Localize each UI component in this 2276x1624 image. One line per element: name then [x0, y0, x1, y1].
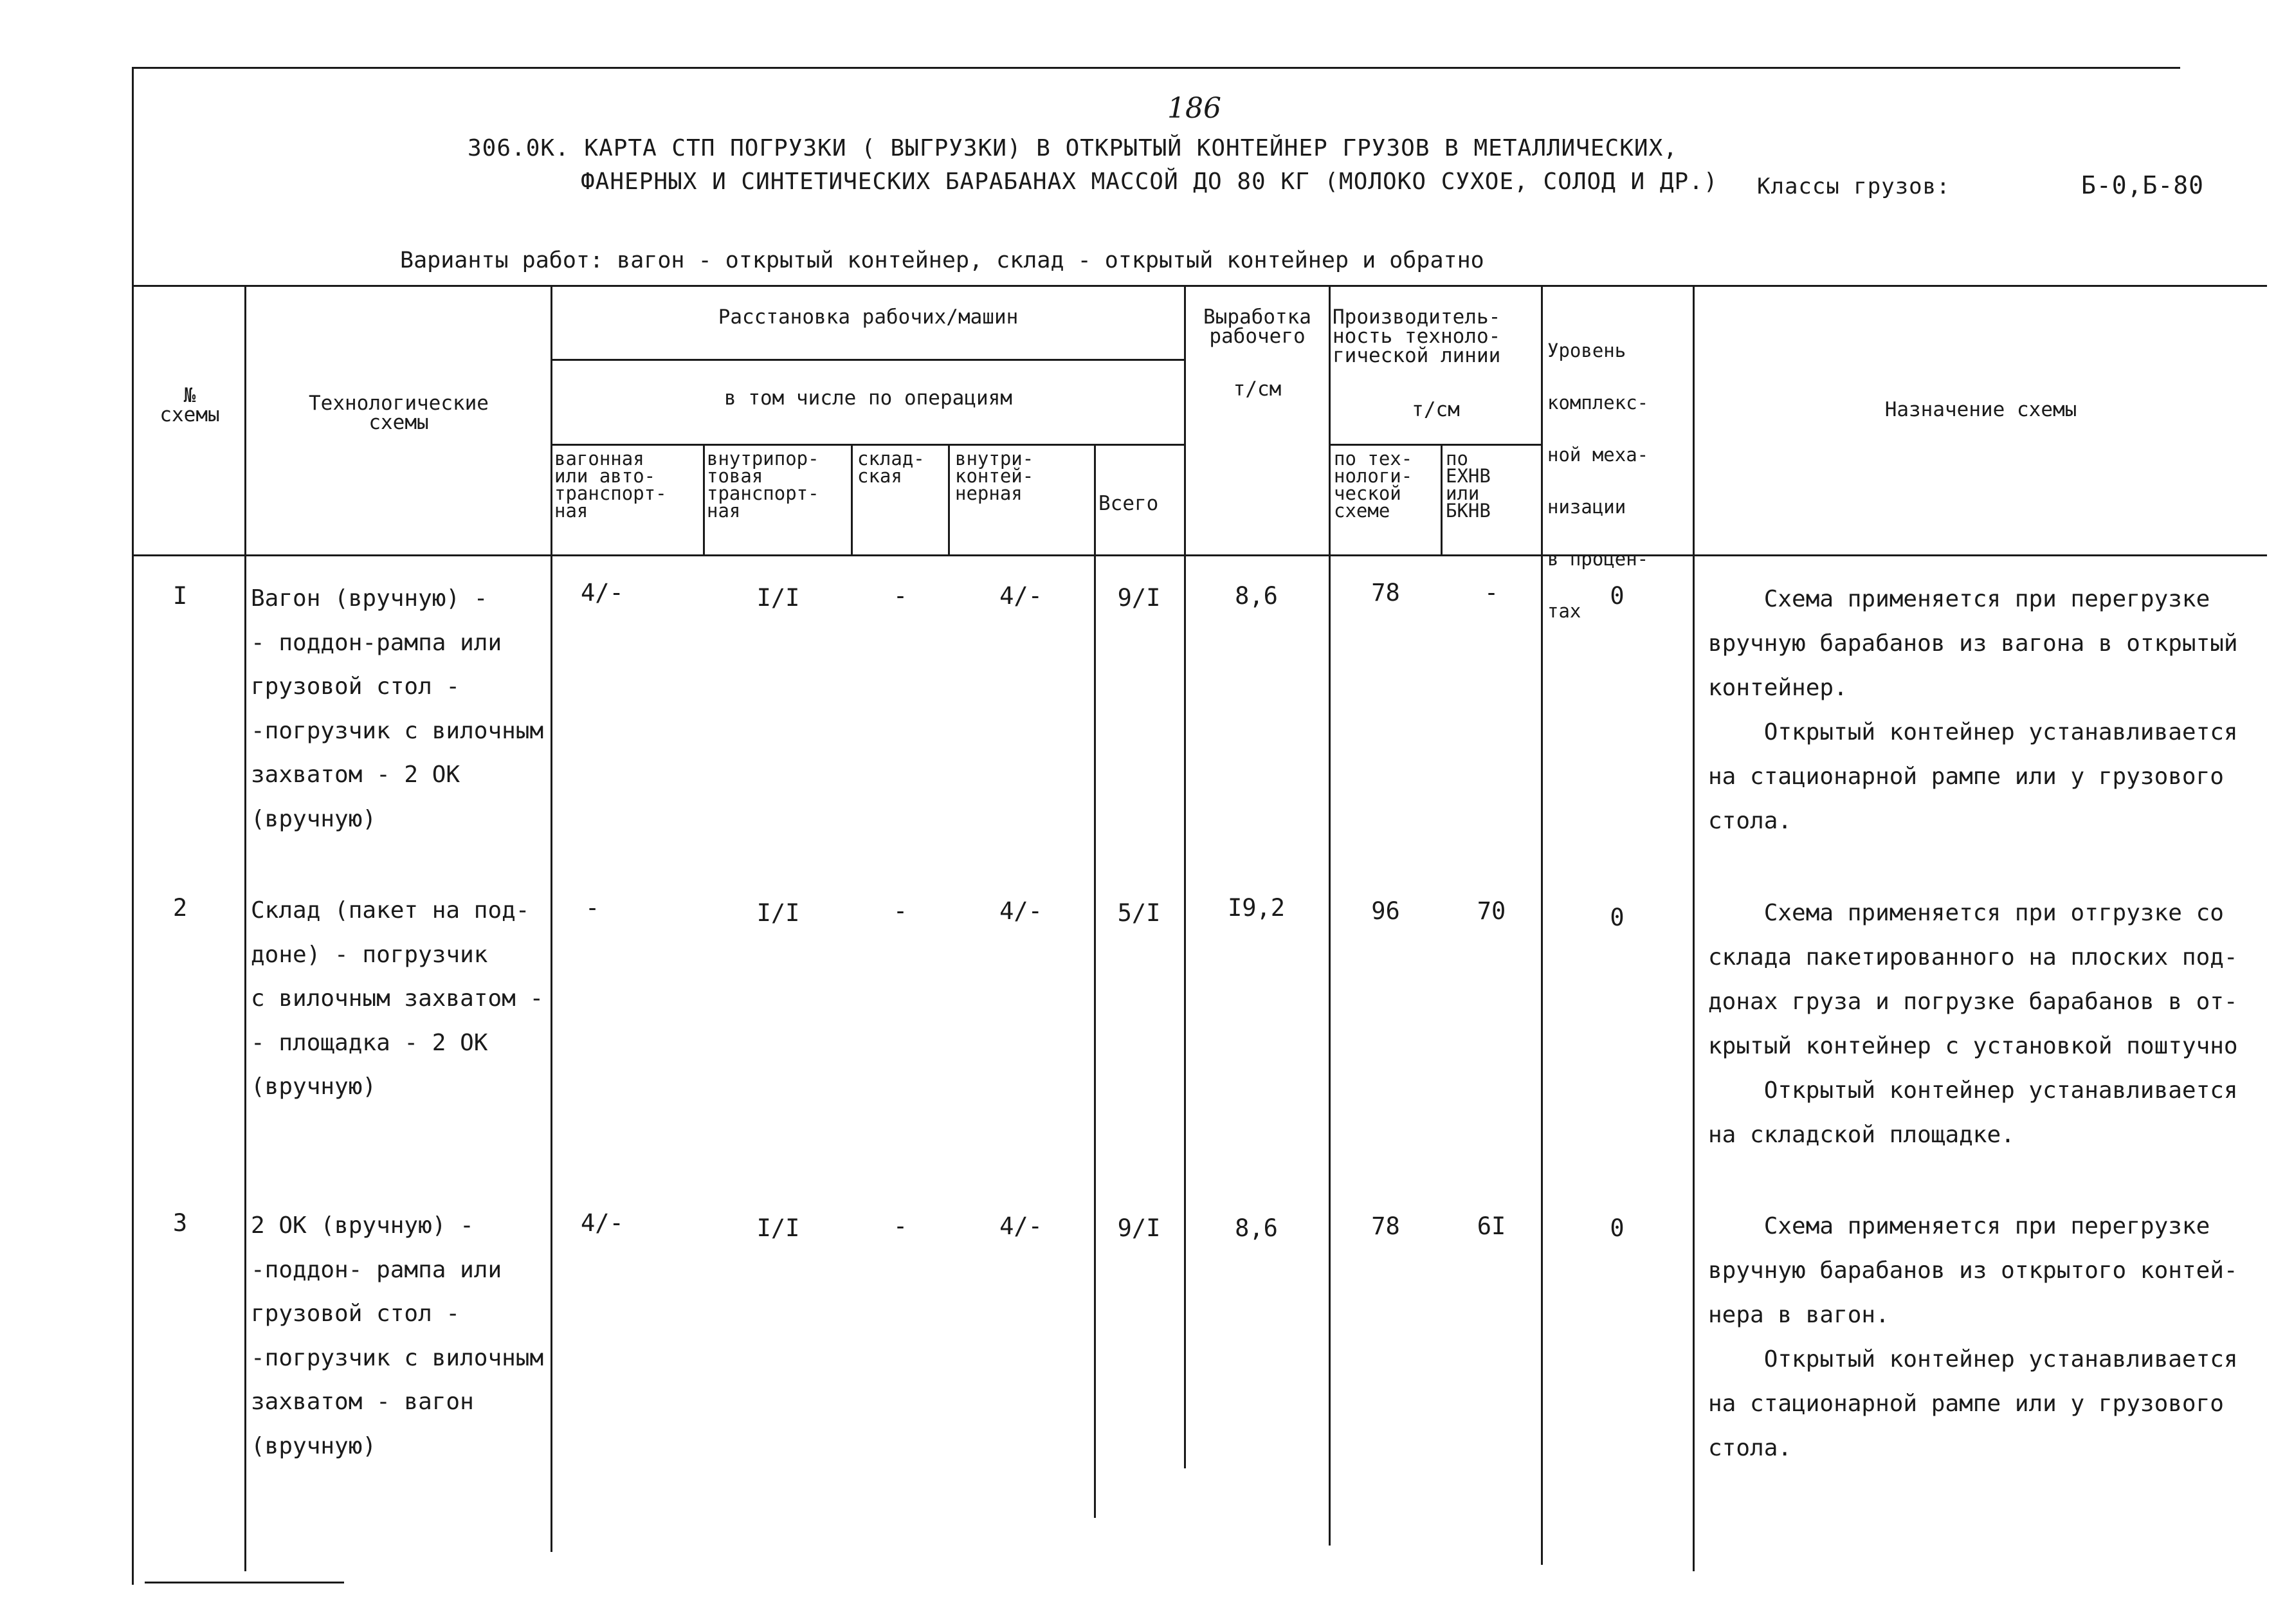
- work-variants: Варианты работ: вагон - открытый контейнер, склад - открытый контейнер и обратно: [400, 248, 1484, 273]
- row-scheme: 2 ОК (вручную) - -поддон- рампа или грузовой стол - -погрузчик с вилочным захватом - вагон (вручную): [251, 1212, 544, 1459]
- header-rule-ops: [552, 444, 1185, 446]
- header-op-warehouse: склад- ская: [857, 448, 925, 487]
- col-rule-4: [851, 444, 853, 554]
- header-output-line-1: Выработка: [1203, 306, 1311, 329]
- col-rule-9: [1441, 444, 1443, 554]
- row-intracontainer: 4/-: [999, 582, 1042, 610]
- row-purpose: Схема применяется при перегрузке вручную барабанов из открытого контей- нера в вагон. Открытый контейнер устанавливается на стационарной рампе или у грузового стола.: [1708, 1213, 2238, 1461]
- header-productivity-line-3: гической линии: [1333, 344, 1501, 367]
- col-rule-7: [1184, 285, 1186, 1468]
- header-tech-scheme: [248, 394, 550, 432]
- header-op-wagon: вагонная или авто- транспорт- ная: [554, 448, 667, 522]
- cargo-class-value: Б-0,Б-80: [2081, 171, 2205, 199]
- header-placement: Расстановка рабочих/машин: [718, 306, 1019, 329]
- title-line-1: 306.0K. КАРТА СТП ПОГРУЗКИ ( ВЫГРУЗКИ) В ОТКРЫТЫЙ КОНТЕЙНЕР ГРУЗОВ В МЕТАЛЛИЧЕСКИХ,: [468, 135, 1678, 161]
- col-rule-1: [244, 285, 246, 1571]
- header-purpose: Назначение схемы: [1884, 398, 2077, 421]
- row-wagon: -: [585, 894, 600, 922]
- header-by-operations: в том числе по операциям: [724, 387, 1012, 410]
- row-total: 5/I: [1117, 899, 1161, 927]
- row-output: 8,6: [1235, 582, 1278, 610]
- row-output: I9,2: [1227, 894, 1286, 922]
- row-intracontainer: 4/-: [999, 897, 1042, 925]
- row-wagon: 4/-: [581, 579, 624, 607]
- table-top-rule: [132, 285, 2267, 287]
- header-bottom-rule: [132, 554, 2267, 556]
- row-intraport: I/I: [756, 899, 800, 927]
- header-tech-scheme-line-1: Технологические: [309, 392, 489, 415]
- row-no: 3: [172, 1209, 188, 1237]
- header-scheme-no-line-2: схемы: [159, 403, 220, 426]
- header-op-intracontainer: внутри- контей- нерная: [955, 448, 1034, 504]
- header-rule-productivity: [1330, 444, 1542, 446]
- header-op-total: Всего: [1098, 492, 1159, 515]
- header-mech-line-6: тах: [1547, 600, 1581, 622]
- col-rule-2: [551, 285, 552, 1552]
- header-output: [1187, 307, 1328, 346]
- header-mech-line-5: в процен-: [1547, 548, 1649, 570]
- header-tech-scheme-line-2: схемы: [369, 411, 429, 434]
- col-rule-8: [1329, 285, 1331, 1546]
- header-output-unit: т/см: [1233, 378, 1282, 401]
- header-scheme-no-line-1: №: [183, 384, 196, 407]
- row-prod-ekhv: 70: [1477, 897, 1506, 925]
- col-rule-6: [1094, 444, 1096, 1518]
- row-purpose: Схема применяется при отгрузке со склада пакетированного на плоских под- донах груза и погрузке барабанов в от- крытый контейнер с установкой поштучно Открытый контейнер устанавливается на складской площадке.: [1708, 900, 2238, 1148]
- row-no: I: [172, 582, 188, 610]
- header-rule-placement: [552, 359, 1185, 361]
- row-prod-tech: 96: [1371, 897, 1400, 925]
- row-scheme: Вагон (вручную) - - поддон-рампа или грузовой стол - -погрузчик с вилочным захватом - 2 ОК (вручную): [251, 585, 544, 832]
- header-op-intraport: внутрипор- товая транспорт- ная: [707, 448, 819, 522]
- row-warehouse: -: [893, 1212, 908, 1240]
- top-rule: [132, 67, 2180, 69]
- header-mech-line-1: Уровень: [1547, 340, 1626, 361]
- header-productivity-unit: т/см: [1412, 398, 1460, 421]
- header-mech-line-4: низации: [1547, 496, 1626, 518]
- row-total: 9/I: [1117, 1214, 1161, 1242]
- row-prod-tech: 78: [1371, 1212, 1400, 1240]
- header-scheme-no: [138, 386, 241, 424]
- header-productivity-line-2: ность техноло-: [1333, 325, 1501, 348]
- header-prod-by-ekhv: по ЕХНВ или БКНВ: [1446, 448, 1491, 522]
- col-rule-11: [1693, 285, 1695, 1571]
- row-output: 8,6: [1235, 1214, 1278, 1242]
- left-frame-rule: [132, 67, 134, 1585]
- row-mech: 0: [1610, 582, 1625, 610]
- row-warehouse: -: [893, 897, 908, 925]
- bottom-left-rule: [145, 1582, 344, 1583]
- page-number: 186: [1167, 92, 1221, 125]
- header-mech-line-2: комплекс-: [1547, 392, 1649, 414]
- row-mech: 0: [1610, 904, 1625, 931]
- row-no: 2: [172, 894, 188, 922]
- row-mech: 0: [1610, 1214, 1625, 1242]
- row-warehouse: -: [893, 582, 908, 610]
- row-prod-tech: 78: [1371, 579, 1400, 607]
- header-productivity: [1333, 307, 1500, 365]
- row-intracontainer: 4/-: [999, 1212, 1042, 1240]
- header-prod-by-tech: по тех- нологи- ческой схеме: [1334, 448, 1413, 522]
- cargo-class-label: Классы грузов:: [1757, 174, 1951, 199]
- row-intraport: I/I: [756, 1214, 800, 1242]
- row-total: 9/I: [1117, 584, 1161, 612]
- row-intraport: I/I: [756, 584, 800, 612]
- header-mech-line-3: ной меха-: [1547, 444, 1649, 466]
- header-output-line-2: рабочего: [1209, 325, 1306, 348]
- row-wagon: 4/-: [581, 1209, 624, 1237]
- col-rule-3: [703, 444, 705, 554]
- row-prod-ekhv: 6I: [1477, 1212, 1506, 1240]
- row-purpose: Схема применяется при перегрузке вручную барабанов из вагона в открытый контейнер. Открытый контейнер устанавливается на стационарной рампе или у грузового стола.: [1708, 586, 2238, 834]
- row-prod-ekhv: -: [1484, 579, 1499, 607]
- header-productivity-line-1: Производитель-: [1333, 306, 1501, 329]
- row-scheme: Склад (пакет на под- доне) - погрузчик с вилочным захватом - - площадка - 2 ОК (вручную): [251, 897, 544, 1100]
- title-line-2: ФАНЕРНЫХ И СИНТЕТИЧЕСКИХ БАРАБАНАХ МАССОЙ ДО 80 КГ (МОЛОКО СУХОЕ, СОЛОД И ДР.): [581, 169, 1718, 195]
- col-rule-10: [1541, 285, 1543, 1565]
- col-rule-5: [948, 444, 950, 554]
